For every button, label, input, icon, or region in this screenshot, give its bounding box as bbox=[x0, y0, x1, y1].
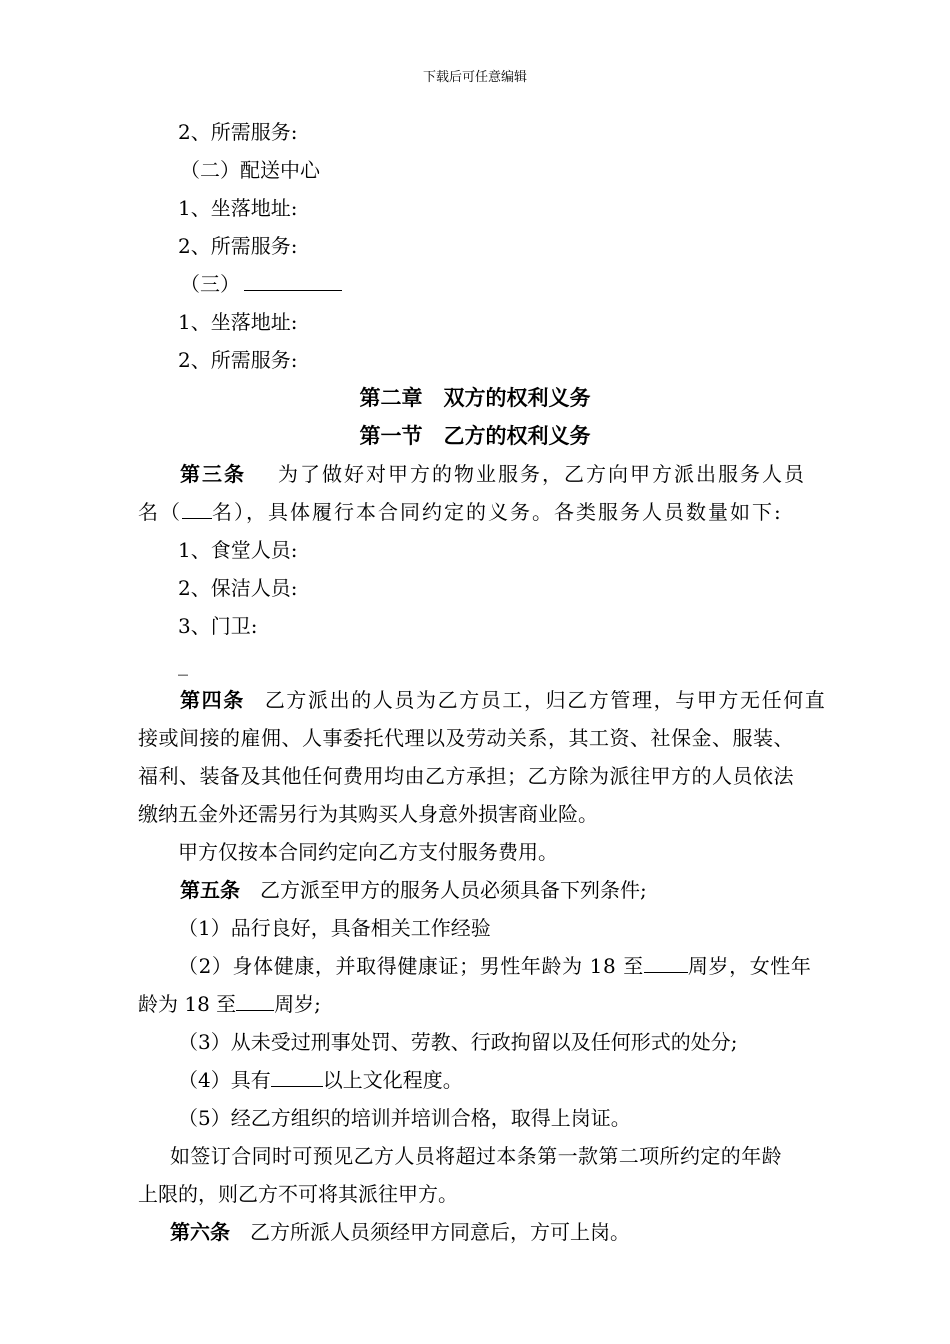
service-needed-line: 2、所需服务: bbox=[178, 234, 298, 258]
article-4-line-3: 福利、装备及其他任何费用均由乙方承担；乙方除为派往甲方的人员依法 bbox=[138, 764, 794, 788]
service-needed-line: 2、所需服务: bbox=[178, 348, 298, 372]
page-header-note: 下载后可任意编辑 bbox=[422, 70, 527, 85]
distribution-center-heading: （二）配送中心 bbox=[180, 158, 320, 182]
address-line: 1、坐落地址: bbox=[178, 196, 298, 220]
article-5-paragraph-line-2: 上限的，则乙方不可将其派往甲方。 bbox=[138, 1182, 458, 1206]
section-title: 第一节 乙方的权利义务 bbox=[359, 423, 591, 448]
condition-2-text: 周岁，女性年 bbox=[687, 954, 812, 978]
item-three-label: （三） bbox=[180, 272, 240, 296]
fill-in-blank bbox=[236, 990, 274, 1011]
condition-1: （1）品行良好，具备相关工作经验 bbox=[178, 916, 491, 940]
condition-2-text: 龄为 18 至 bbox=[138, 992, 237, 1016]
article-5-paragraph-line-1: 如签订合同时可预见乙方人员将超过本条第一款第二项所约定的年龄 bbox=[170, 1144, 782, 1168]
condition-2-line-1 bbox=[178, 952, 812, 980]
chapter-title: 第二章 双方的权利义务 bbox=[359, 385, 591, 410]
condition-2-text: （2）身体健康，并取得健康证；男性年龄为 18 至 bbox=[178, 954, 644, 978]
stray-underscore: _ bbox=[178, 652, 188, 676]
condition-2-line-2 bbox=[138, 990, 321, 1018]
staff-item-canteen: 1、食堂人员: bbox=[178, 538, 298, 562]
fill-in-blank bbox=[271, 1066, 323, 1087]
fill-in-blank bbox=[644, 952, 688, 973]
article-4-line-1 bbox=[180, 686, 826, 714]
article-3-line-2 bbox=[138, 498, 783, 526]
article-3-text: 名），具体履行本合同约定的义务。各类服务人员数量如下: bbox=[212, 500, 783, 524]
article-5-line-1 bbox=[180, 876, 647, 904]
condition-5: （5）经乙方组织的培训并培训合格，取得上岗证。 bbox=[178, 1106, 631, 1130]
article-4-line-2: 接或间接的雇佣、人事委托代理以及劳动关系，其工资、社保金、服装、 bbox=[138, 726, 794, 750]
condition-4 bbox=[178, 1066, 463, 1094]
service-needed-line: 2、所需服务: bbox=[178, 120, 298, 144]
condition-2-text: 周岁; bbox=[274, 992, 321, 1016]
condition-4-text: 以上文化程度。 bbox=[322, 1068, 463, 1092]
article-4-line-5: 甲方仅按本合同约定向乙方支付服务费用。 bbox=[178, 840, 558, 864]
article-4-text: 乙方派出的人员为乙方员工，归乙方管理，与甲方无任何直 bbox=[264, 688, 827, 712]
staff-item-guard: 3、门卫: bbox=[178, 614, 258, 638]
article-5-label: 第五条 bbox=[180, 878, 240, 902]
article-4-label: 第四条 bbox=[180, 688, 245, 712]
staff-item-cleaning: 2、保洁人员: bbox=[178, 576, 298, 600]
article-3-text: 为了做好对甲方的物业服务，乙方向甲方派出服务人员 bbox=[278, 462, 806, 486]
fill-in-blank bbox=[244, 270, 342, 291]
condition-3: （3）从未受过刑事处罚、劳教、行政拘留以及任何形式的处分; bbox=[178, 1030, 738, 1054]
article-3-text: 名（ bbox=[138, 500, 182, 524]
article-4-line-4: 缴纳五金外还需另行为其购买人身意外损害商业险。 bbox=[138, 802, 598, 826]
fill-in-blank bbox=[182, 498, 212, 519]
article-6-text: 乙方所派人员须经甲方同意后，方可上岗。 bbox=[250, 1220, 630, 1244]
item-three-heading bbox=[180, 270, 342, 298]
condition-4-text: （4）具有 bbox=[178, 1068, 271, 1092]
article-3-label: 第三条 bbox=[180, 462, 246, 486]
address-line: 1、坐落地址: bbox=[178, 310, 298, 334]
article-5-text: 乙方派至甲方的服务人员必须具备下列条件; bbox=[260, 878, 647, 902]
article-6-label: 第六条 bbox=[170, 1220, 230, 1244]
article-3-line-1 bbox=[180, 460, 806, 488]
article-6-line bbox=[170, 1218, 630, 1246]
